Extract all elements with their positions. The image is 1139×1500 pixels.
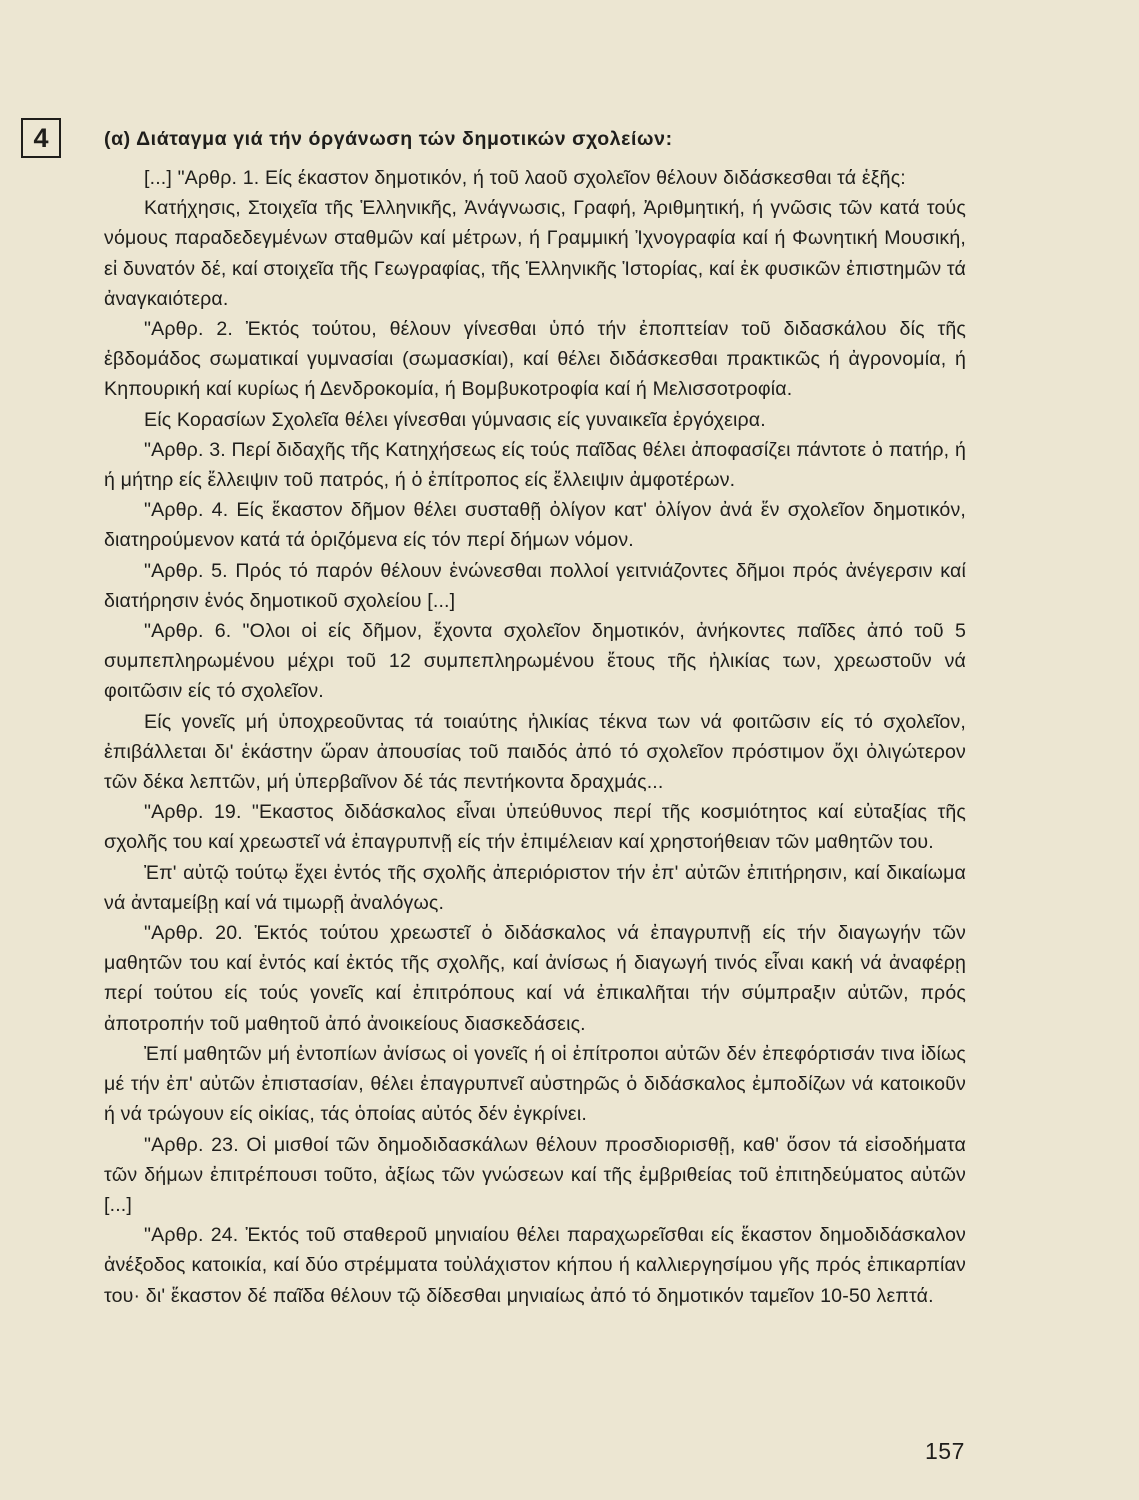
paragraph: "Αρθρ. 3. Περί διδαχῆς τῆς Κατηχήσεως είς τούς παῖδας θέλει ἀποφασίζει πάντοτε ὁ πατήρ, ή ή μήτηρ είς ἔλλειψιν τοῦ πατρός, ή ὁ ἐπίτροπος είς ἔλλειψιν ἀμφοτέρων. <box>104 438 966 492</box>
paragraph: Κατήχησις, Στοιχεῖα τῆς Ἑλληνικῆς, Ἀνάγνωσις, Γραφή, Ἀριθμητική, ή γνῶσις τῶν κατά τούς νόμους παραδεδεγμένων σταθμῶν καί μέτρων, ή Γραμμική Ἰχνογραφία καί ή Φωνητική Μουσική, εἰ δυνατόν δέ, καί στοιχεῖα τῆς Γεωγραφίας, τῆς Ἑλληνικῆς Ἱστορίας, καί ἐκ φυσικῶν ἐπιστημῶν τά ἀναγκαιότερα. <box>104 197 966 310</box>
paragraph: "Αρθρ. 19. "Εκαστος διδάσκαλος εἶναι ὑπεύθυνος περί τῆς κοσμιότητος καί εὐταξίας τῆς σχολῆς του καί χρεωστεῖ νά ἐπαγρυπνῇ είς τήν ἐπιμέλειαν καί χρηστοήθειαν τῶν μαθητῶν του. <box>104 801 966 854</box>
paragraph: "Αρθρ. 23. Οἱ μισθοί τῶν δημοδιδασκάλων θέλουν προσδιορισθῇ, καθ' ὅσον τά εἰσοδήματα τῶν δήμων ἐπιτρέπουσι τοῦτο, ἀξίως τῶν γνώσεων καί τῆς ἐμβριθείας τοῦ ἐπιτηδεύματος αὐτῶν [...] <box>104 1133 966 1216</box>
paragraph: "Αρθρ. 5. Πρός τό παρόν θέλουν ἑνώνεσθαι πολλοί γειτνιάζοντες δῆμοι πρός ἀνέγερσιν καί διατήρησιν ἑνός δημοτικοῦ σχολείου [...] <box>104 559 966 612</box>
section-number-box: 4 <box>21 118 61 158</box>
paragraph: "Αρθρ. 2. Ἐκτός τούτου, θέλουν γίνεσθαι ὑπό τήν ἐποπτείαν τοῦ διδασκάλου δίς τῆς ἑβδομάδος σωματικαί γυμνασίαι (σωμασκίαι), καί θέλει διδάσκεσθαι πρακτικῶς ή ἀγρονομία, ή Κηπουρική καί κυρίως ή Δενδροκομία, ή Βομβυκοτροφία καί ή Μελισσοτροφία. <box>104 318 966 401</box>
paragraph: "Αρθρ. 20. Ἐκτός τούτου χρεωστεῖ ὁ διδάσκαλος νά ἐπαγρυπνῇ είς τήν διαγωγήν τῶν μαθητῶν του καί ἐντός καί ἐκτός τῆς σχολῆς, καί ἀνίσως ή διαγωγή τινός εἶναι κακή νά ἀναφέρῃ περί τούτου είς τούς γονεῖς καί ἐπιτρόπους καί νά ἐπικαλῆται τήν σύμπραξιν αὐτῶν, πρός ἀποτροπήν τοῦ μαθητοῦ ἀπό ἀνοικείους διασκεδάσεις. <box>104 922 966 1035</box>
page-number: 157 <box>925 1438 965 1464</box>
paragraph: "Αρθρ. 6. "Ολοι οἱ είς δῆμον, ἔχοντα σχολεῖον δημοτικόν, ἀνήκοντες παῖδες ἀπό τοῦ 5 συμπεπληρωμένου μέχρι τοῦ 12 συμπεπληρωμένου ἔτους τῆς ἡλικίας των, χρεωστοῦν νά φοιτῶσιν είς τό σχολεῖον. <box>104 620 966 703</box>
paragraph: [...] "Αρθρ. 1. Είς έκαστον δημοτικόν, ή τοῦ λαοῦ σχολεῖον θέλουν διδάσκεσθαι τά ἑξῆς: <box>144 167 906 189</box>
paragraph: Ἐπ' αὐτῷ τούτῳ ἔχει ἐντός τῆς σχολῆς ἀπεριόριστον τήν ἐπ' αὐτῶν ἐπιτήρησιν, καί δικαίωμα νά ἀνταμείβῃ καί νά τιμωρῇ ἀναλόγως. <box>104 861 966 914</box>
section-heading: (α) Διάταγμα γιά τήν όργάνωση τών δημοτικών σχολείων: <box>104 128 673 150</box>
paragraph: "Αρθρ. 24. Ἐκτός τοῦ σταθεροῦ μηνιαίου θέλει παραχωρεῖσθαι είς ἕκαστον δημοδιδάσκαλον ἀνέξοδος κατοικία, καί δύο στρέμματα τοὐλάχιστον κήπου ή καλλιεργησίμου γῆς πρός ἐπικαρπίαν του· δι' ἕκαστον δέ παῖδα θέλουν τῷ δίδεσθαι μηνιαίως ἀπό τό δημοτικόν ταμεῖον 10-50 λεπτά. <box>104 1224 966 1307</box>
paragraph: Είς γονεῖς μή ὑποχρεοῦντας τά τοιαύτης ἡλικίας τέκνα των νά φοιτῶσιν είς τό σχολεῖον, ἐπιβάλλεται δι' ἑκάστην ὥραν ἀπουσίας τοῦ παιδός ἀπό τό σχολεῖον πρόστιμον ὄχι ὀλιγώτερον τῶν δέκα λεπτῶν, μή ὑπερβαῖνον δέ τάς πεντήκοντα δραχμάς... <box>104 710 966 794</box>
document-body <box>104 163 966 1311</box>
paragraph: Ἐπί μαθητῶν μή ἐντοπίων ἀνίσως οἱ γονεῖς ή οἱ ἐπίτροποι αὐτῶν δέν ἐπεφόρτισάν τινα ἰδίως μέ τήν ἐπ' αὐτῶν ἐπιστασίαν, θέλει ἐπαγρυπνεῖ αὐστηρῶς ὁ διδάσκαλος ἐμποδίζων νά κατοικοῦν ή νά τρώγουν είς οἰκίας, τάς ὁποίας αὐτός δέν ἐγκρίνει. <box>104 1042 966 1126</box>
paragraph: "Αρθρ. 4. Είς ἕκαστον δῆμον θέλει συσταθῇ ὀλίγον κατ' ὀλίγον ἀνά ἕν σχολεῖον δημοτικόν, διατηρούμενον κατά τά ὁριζόμενα είς τόν περί δήμων νόμον. <box>104 499 966 552</box>
paragraph: Είς Κορασίων Σχολεῖα θέλει γίνεσθαι γύμνασις είς γυναικεῖα ἐργόχειρα. <box>144 408 766 431</box>
